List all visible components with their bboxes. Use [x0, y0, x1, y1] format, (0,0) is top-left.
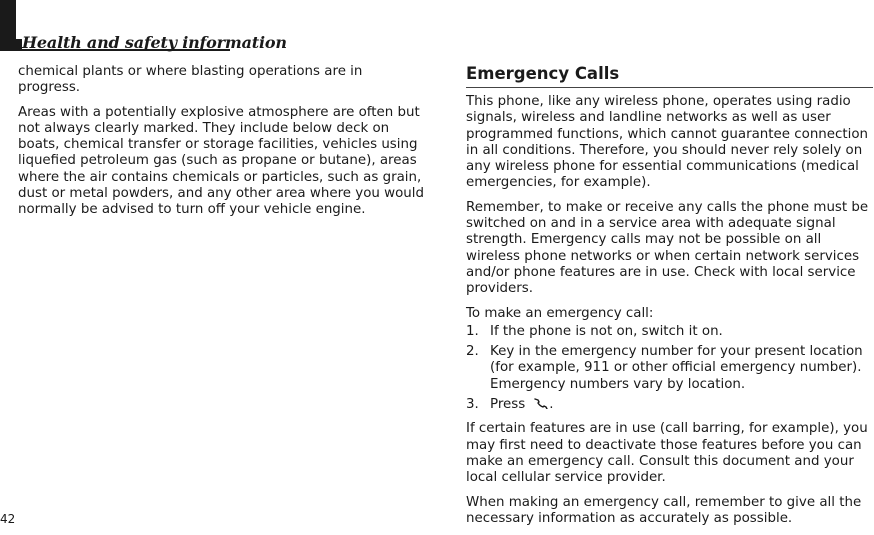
- steps-list: [466, 324, 874, 413]
- emergency-paragraph-3: If certain features are in use (call barring, for example), you may first need to deactivate those features before you can make an emergency call. Consult this document and your local cellular service provider.: [466, 421, 868, 486]
- step-item: [466, 397, 874, 413]
- right-column: [466, 64, 874, 535]
- step-number: 2.: [466, 344, 479, 360]
- emergency-paragraph-2: Remember, to make or receive any calls the phone must be switched on and in a service area with adequate signal strength. Emergency calls may not be possible on all wireless phone networks or when certain network services and/or phone features are in use. Check with local service providers.: [466, 199, 869, 297]
- step-text: Press: [490, 397, 526, 413]
- page-number: 42: [0, 512, 16, 526]
- step-text: If the phone is not on, switch it on.: [490, 323, 723, 339]
- step-suffix: .: [549, 397, 554, 413]
- page-header: [0, 0, 874, 55]
- emergency-paragraph-1: This phone, like any wireless phone, operates using radio signals, wireless and landline networks as well as user programmed functions, which cannot guarantee connection in all conditions. Therefore, you should never rely solely on any wireless phone for essential communications (medical emergencies, for example).: [466, 94, 869, 191]
- step-text: Key in the emergency number for your present location (for example, 911 or other official emergency number). Emergency numbers vary by location.: [490, 344, 863, 392]
- step-item: [466, 324, 874, 340]
- section-title: Emergency Calls: [466, 64, 873, 88]
- emergency-paragraph-4: When making an emergency call, remember to give all the necessary information as accurately as possible.: [466, 494, 862, 526]
- steps-intro: To make an emergency call:: [466, 305, 654, 321]
- left-paragraph: Areas with a potentially explosive atmosphere are often but not always clearly marked. They include below deck on boats, chemical transfer or storage facilities, vehicles using liquefied petroleum gas (such as propane or butane), areas where the air contains chemicals or particles, such as grain, dust or metal powders, and any other area where you would normally be advised to turn off your vehicle engine.: [18, 104, 424, 218]
- step-number: 1.: [466, 323, 479, 339]
- left-column: [18, 64, 428, 227]
- step-item: [466, 344, 874, 393]
- left-paragraph: chemical plants or where blasting operations are in progress.: [18, 64, 363, 96]
- send-key-icon: [531, 397, 549, 409]
- step-text-wrapper: [490, 397, 874, 413]
- header-title: Health and safety information: [22, 33, 287, 52]
- step-number: 3.: [466, 397, 479, 413]
